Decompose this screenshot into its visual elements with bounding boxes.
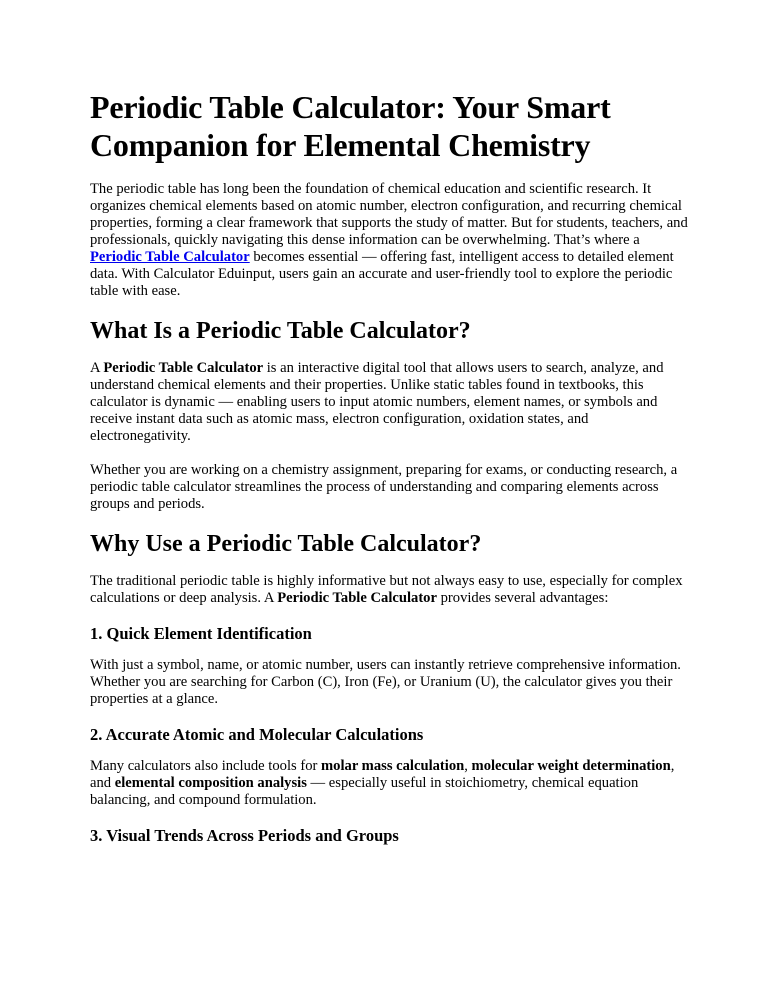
what-is-paragraph-2: Whether you are working on a chemistry assignment, preparing for exams, or conducting research, a periodic table calculator streamlines the process of understanding and comparing elements across groups and periods. [90, 462, 678, 512]
bold-term: Periodic Table Calculator [277, 590, 437, 606]
what-is-paragraph-1 [90, 360, 690, 445]
subsection-heading-visual-trends: 3. Visual Trends Across Periods and Groups [90, 826, 399, 845]
page-title: Periodic Table Calculator: Your Smart Companion for Elemental Chemistry [90, 89, 611, 163]
text: A [90, 360, 104, 376]
why-use-paragraph [90, 573, 690, 607]
bold-term: Periodic Table Calculator [103, 360, 264, 376]
bold-term: molecular weight determination [471, 758, 671, 774]
section-heading-what-is: What Is a Periodic Table Calculator? [90, 318, 471, 344]
bold-term: elemental composition analysis [114, 775, 307, 791]
intro-text-2: becomes essential — offering fast, intelligent access to detailed element data. With Calculator Eduinput, users gain an accurate and user-friendly tool to explore the periodic table with ease. [90, 249, 674, 299]
accurate-calculations-paragraph [90, 758, 690, 809]
periodic-table-calculator-link[interactable]: Periodic Table Calculator [90, 249, 250, 265]
text: is an interactive digital tool that allows users to search, analyze, and understand chemical elements and their properties. Unlike static tables found in textbooks, this calculator is dynamic — enabling users to input atomic numbers, element names, or symbols and receive instant data such as atomic mass, electron configuration, oxidation states, and electronegativity. [90, 360, 664, 444]
section-heading-why-use: Why Use a Periodic Table Calculator? [90, 531, 482, 557]
text: Many calculators also include tools for [90, 758, 322, 774]
intro-text-1: The periodic table has long been the foundation of chemical education and scientific research. It organizes chemical elements based on atomic number, electron configuration, and recurring chemical properties, forming a clear framework that supports the study of matter. But for students, teachers, and professionals, quickly navigating this dense information can be overwhelming. That’s where a [90, 181, 688, 248]
text: , and [90, 758, 675, 791]
subsection-heading-accurate-calculations: 2. Accurate Atomic and Molecular Calculations [90, 725, 424, 744]
document-content [90, 88, 690, 859]
text: provides several advantages: [436, 590, 609, 606]
bold-term: molar mass calculation [321, 758, 465, 774]
text: The traditional periodic table is highly informative but not always easy to use, especially for complex calculations or deep analysis. A [90, 573, 683, 606]
subsection-heading-quick-identification: 1. Quick Element Identification [90, 624, 312, 643]
intro-paragraph [90, 181, 690, 300]
quick-identification-paragraph: With just a symbol, name, or atomic number, users can instantly retrieve comprehensive information. Whether you are searching for Carbon (C), Iron (Fe), or Uranium (U), the calculator gives you their properties at a glance. [90, 657, 681, 707]
text: , [464, 758, 472, 774]
text: — especially useful in stoichiometry, chemical equation balancing, and compound formulation. [90, 775, 639, 808]
